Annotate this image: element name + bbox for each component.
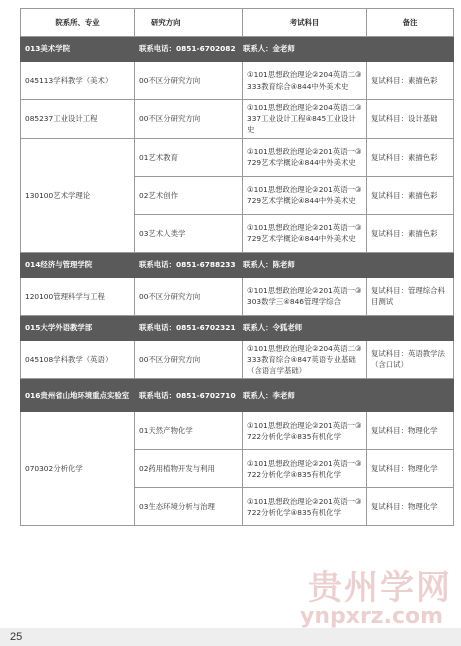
subjects-cell: ①101思想政治理论②201英语一③722分析化学④835有机化学 [243,412,367,450]
major-cell: 045108学科教学（英语） [21,340,135,379]
table-row [21,100,454,139]
section-contact: 联系电话：0851-6788233 联系人：陈老师 [135,252,454,277]
notes-cell: 复试科目：素描色彩 [367,138,454,176]
notes-cell: 复试科目：物理化学 [367,450,454,488]
table-header-row [21,9,454,37]
section-contact: 联系电话：0851-6702082 联系人：金老师 [135,37,454,62]
major-cell: 045113学科教学（美术） [21,62,135,100]
direction-cell: 01天然产物化学 [135,412,243,450]
admissions-table-page [20,8,453,526]
section-title: 014经济与管理学院 [21,252,135,277]
section-row-mountain-lab [21,379,454,412]
notes-cell: 复试科目：素描色彩 [367,62,454,100]
section-title: 015大学外语教学部 [21,315,135,340]
notes-cell: 复试科目：素描色彩 [367,176,454,214]
notes-cell: 复试科目：英语教学法（含口试） [367,340,454,379]
subjects-cell: ①101思想政治理论②201英语一③303数学三④846管理学综合 [243,277,367,315]
table-row [21,340,454,379]
table-row [21,138,454,176]
major-cell: 085237工业设计工程 [21,100,135,139]
direction-cell: 00不区分研究方向 [135,277,243,315]
subjects-cell: ①101思想政治理论②201英语一③729艺术学概论④844中外美术史 [243,176,367,214]
notes-cell: 复试科目：物理化学 [367,412,454,450]
subjects-cell: ①101思想政治理论②204英语二③337工业设计工程④845工业设计史 [243,100,367,139]
direction-cell: 00不区分研究方向 [135,340,243,379]
header-direction: 研究方向 [135,9,243,37]
notes-cell: 复试科目：素描色彩 [367,214,454,252]
direction-cell: 03生态环境分析与治理 [135,488,243,526]
watermark-text-cn: 贵州学网 [308,568,452,608]
subjects-cell: ①101思想政治理论②204英语二③333教育综合④847英语专业基础（含语言学基础） [243,340,367,379]
notes-cell: 复试科目：管理综合科目测试 [367,277,454,315]
header-notes: 备注 [367,9,454,37]
subjects-cell: ①101思想政治理论②204英语二③333教育综合④844中外美术史 [243,62,367,100]
section-title: 016贵州省山地环境重点实验室 [21,379,135,412]
admissions-table [20,8,454,526]
direction-cell: 00不区分研究方向 [135,62,243,100]
watermark-logo [300,560,460,640]
direction-cell: 00不区分研究方向 [135,100,243,139]
header-subjects: 考试科目 [243,9,367,37]
direction-cell: 03艺术人类学 [135,214,243,252]
major-cell: 070302分析化学 [21,412,135,526]
watermark-text-en: ynpxrz.com [300,604,444,629]
direction-cell: 02艺术创作 [135,176,243,214]
section-row-economics [21,252,454,277]
table-row [21,412,454,450]
section-row-foreign-language [21,315,454,340]
section-title: 013美术学院 [21,37,135,62]
section-row-art [21,37,454,62]
table-row [21,62,454,100]
subjects-cell: ①101思想政治理论②201英语一③729艺术学概论④844中外美术史 [243,214,367,252]
direction-cell: 01艺术教育 [135,138,243,176]
header-major: 院系所、专业 [21,9,135,37]
direction-cell: 02药用植物开发与利用 [135,450,243,488]
major-cell: 130100艺术学理论 [21,138,135,252]
notes-cell: 复试科目：设计基础 [367,100,454,139]
table-row [21,277,454,315]
subjects-cell: ①101思想政治理论②201英语一③729艺术学概论④844中外美术史 [243,138,367,176]
subjects-cell: ①101思想政治理论②201英语一③722分析化学④835有机化学 [243,450,367,488]
page-number: 25 [10,631,23,643]
notes-cell: 复试科目：物理化学 [367,488,454,526]
section-contact: 联系电话：0851-6702321 联系人：令狐老师 [135,315,454,340]
major-cell: 120100管理科学与工程 [21,277,135,315]
section-contact: 联系电话：0851-6702710 联系人：李老师 [135,379,454,412]
subjects-cell: ①101思想政治理论②201英语一③722分析化学④835有机化学 [243,488,367,526]
